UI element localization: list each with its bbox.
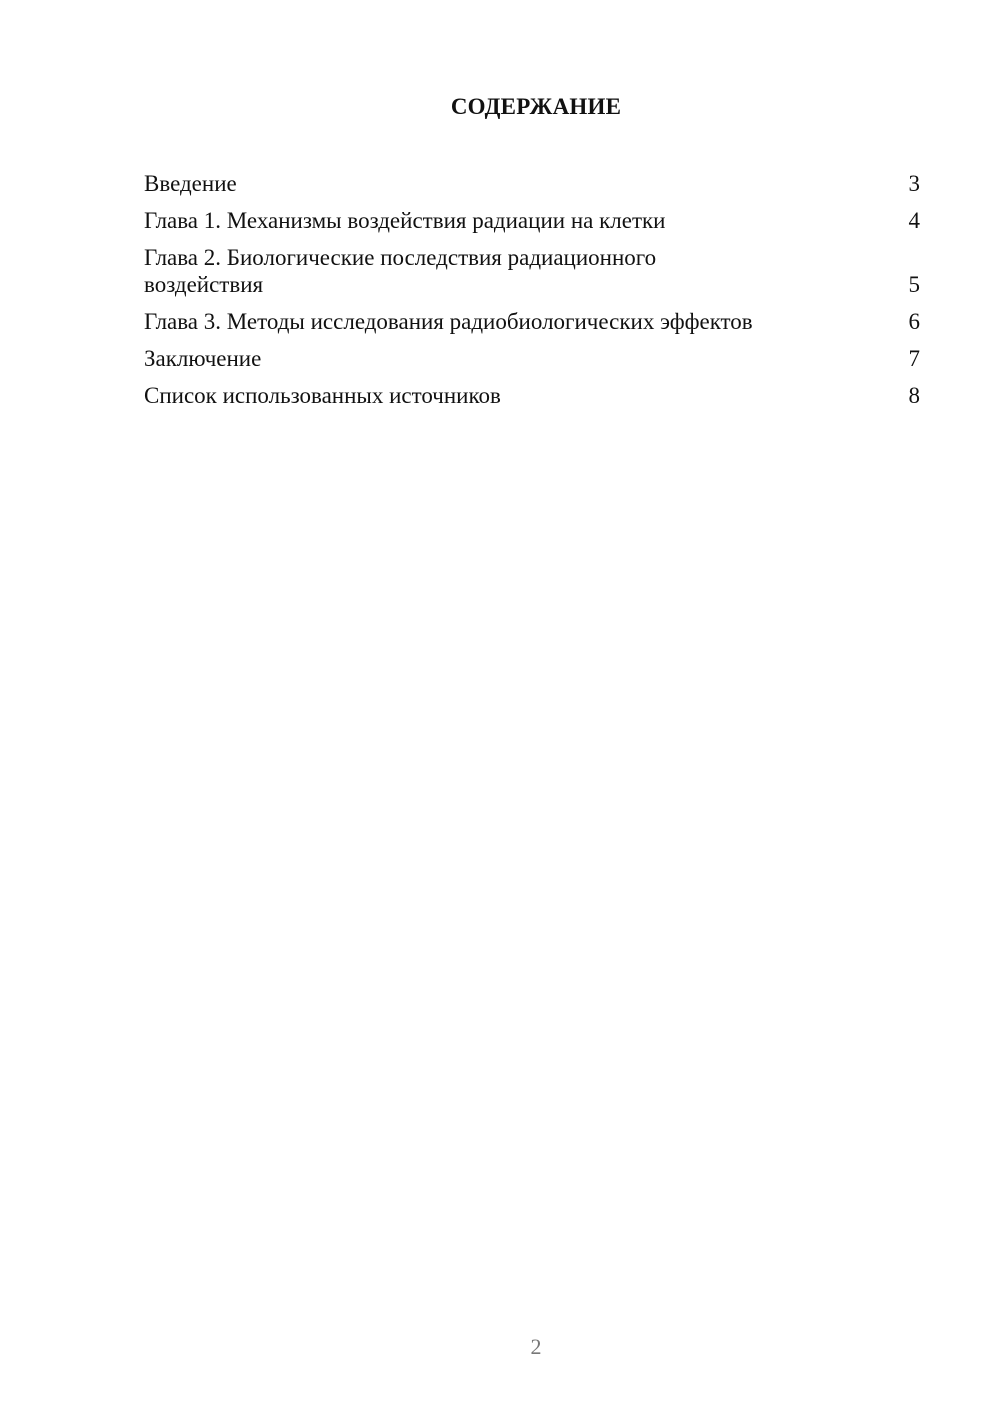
page-number [0,1334,1000,1360]
page-number-text: 2 [530,1334,542,1359]
toc-entry-page: 4 [908,208,920,233]
toc-entry-page: 3 [908,171,920,196]
toc-entry-label: Введение [144,171,237,196]
toc-heading-text: СОДЕРЖАНИЕ [450,94,622,119]
toc-entry-chapter-1[interactable] [144,207,920,234]
toc-entry-label: Глава 1. Механизмы воздействия радиации на клетки [144,208,666,233]
toc-entry-introduction[interactable] [144,170,920,197]
toc-heading [0,94,1000,120]
toc-entry-label: Глава 3. Методы исследования радиобиологических эффектов [144,309,753,334]
toc-entry-label: Глава 2. Биологические последствия радиационного воздействия [144,245,657,297]
toc-entry-conclusion[interactable] [144,345,920,372]
toc-entry-label: Заключение [144,346,262,371]
toc-entry-page: 8 [908,383,920,408]
toc-entry-page: 7 [908,346,920,371]
table-of-contents [144,170,920,419]
toc-entry-references[interactable] [144,382,920,409]
toc-entry-chapter-2[interactable] [144,244,920,298]
toc-entry-page: 6 [908,309,920,334]
toc-entry-chapter-3[interactable] [144,308,920,335]
toc-entry-label: Список использованных источников [144,383,501,408]
toc-entry-page: 5 [908,272,920,297]
